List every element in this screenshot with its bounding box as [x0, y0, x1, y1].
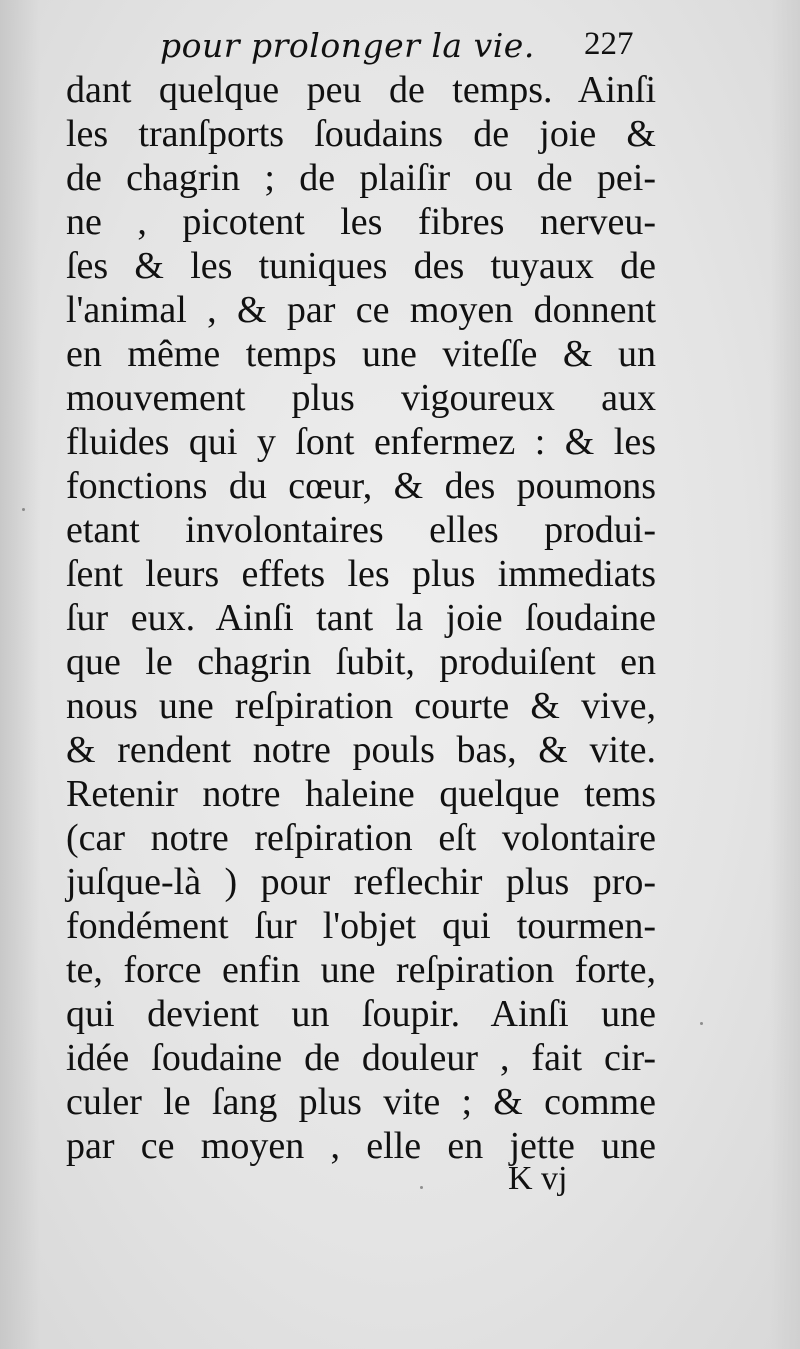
text-line: (car notre reſpiration eſt volontaire	[66, 817, 656, 859]
body-text	[66, 68, 656, 1168]
text-line: que le chagrin ſubit, produiſent en	[66, 641, 656, 683]
text-line: culer le ſang plus vite ; & comme	[66, 1081, 656, 1123]
text-line: en même temps une viteſſe & un	[66, 333, 656, 375]
page-number: 227	[584, 26, 634, 62]
text-line: fonctions du cœur, & des poumons	[66, 465, 656, 507]
gutter-shadow	[0, 0, 40, 1349]
text-line: les tranſports ſoudains de joie &	[66, 113, 656, 155]
running-head: pour prolonger la vie.	[160, 26, 535, 65]
text-line: te, force enfin une reſpiration forte,	[66, 949, 656, 991]
text-line: juſque-là ) pour reflechir plus pro-	[66, 861, 656, 903]
text-line: par ce moyen , elle en jette une	[66, 1125, 656, 1167]
text-line: idée ſoudaine de douleur , fait cir-	[66, 1037, 656, 1079]
text-line: etant involontaires elles produi-	[66, 509, 656, 551]
text-line: de chagrin ; de plaiſir ou de pei-	[66, 157, 656, 199]
text-line: ſes & les tuniques des tuyaux de	[66, 245, 656, 287]
signature-mark: K vj	[508, 1160, 568, 1197]
text-line: mouvement plus vigoureux aux	[66, 377, 656, 419]
page-edge-shadow	[770, 0, 800, 1349]
text-line: ne , picotent les fibres nerveu-	[66, 201, 656, 243]
text-line: fluides qui y ſont enfermez : & les	[66, 421, 656, 463]
text-line: Retenir notre haleine quelque tems	[66, 773, 656, 815]
text-line: ſur eux. Ainſi tant la joie ſoudaine	[66, 597, 656, 639]
text-line: fondément ſur l'objet qui tourmen-	[66, 905, 656, 947]
paper-speck	[700, 1022, 703, 1025]
text-line: & rendent notre pouls bas, & vite.	[66, 729, 656, 771]
paper-speck	[22, 508, 25, 511]
text-line: ſent leurs effets les plus immediats	[66, 553, 656, 595]
text-line: dant quelque peu de temps. Ainſi	[66, 69, 656, 111]
paper-speck	[420, 1186, 423, 1189]
text-line: qui devient un ſoupir. Ainſi une	[66, 993, 656, 1035]
text-line: nous une reſpiration courte & vive,	[66, 685, 656, 727]
text-line: l'animal , & par ce moyen donnent	[66, 289, 656, 331]
